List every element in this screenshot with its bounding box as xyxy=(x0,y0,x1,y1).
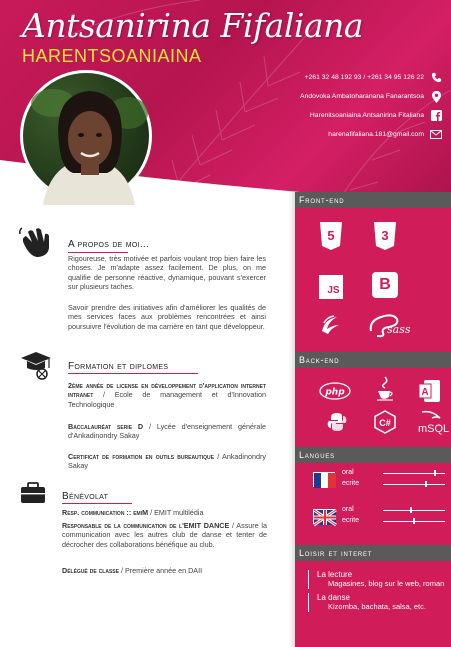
svg-text:mSQL: mSQL xyxy=(418,423,450,435)
about-paragraph-2: Savoir prendre des initiatives afin d'améliorer les qualités de mes services faces aux problèmes rencontrées et ainsi poursuivre l'évolution de ma carrière en tant que développeur. xyxy=(68,303,266,331)
french-oral-level xyxy=(434,470,436,476)
education-item-degree: Baccalauréat serie D xyxy=(68,422,144,431)
volunteer-item-role: Délégué de classe xyxy=(62,566,119,575)
english-oral-label: oral xyxy=(342,506,354,513)
education-item xyxy=(68,452,266,471)
english-written-label: ecrite xyxy=(342,517,360,524)
education-item-degree: Certificat de formation en outils bureautique xyxy=(68,452,214,461)
language-english xyxy=(313,506,447,528)
bootstrap-label: B xyxy=(379,276,391,293)
contact-phone xyxy=(143,68,443,87)
contact-list xyxy=(143,68,443,144)
location-pin-icon xyxy=(429,91,443,103)
english-oral-bar xyxy=(383,510,445,511)
education-item xyxy=(68,381,266,409)
python-icon xyxy=(326,411,348,433)
briefcase-icon xyxy=(20,482,52,512)
leisure-item-title: La lecture xyxy=(317,570,353,579)
education-item-school: / Lycée d'enseignement générale d'Ankadinondry Sakay xyxy=(68,422,266,441)
graduation-cap-icon xyxy=(20,348,52,378)
frontend-title: Front-end xyxy=(295,192,451,208)
svg-text:A: A xyxy=(421,387,429,398)
react-icon xyxy=(318,312,344,338)
about-title: A propos de moi... xyxy=(68,239,150,250)
volunteer-rule xyxy=(62,503,132,504)
address-text: Andovoka Ambatoharanana Fanarantsoa xyxy=(300,93,424,100)
education-rule xyxy=(68,373,198,374)
volunteer-title: Bénévolat xyxy=(62,491,109,502)
french-oral-label: oral xyxy=(342,469,354,476)
volunteer-item-detail: / EMIT multilédia xyxy=(148,508,204,517)
contact-email xyxy=(143,125,443,144)
javascript-icon xyxy=(319,275,343,299)
leisure-item-desc: Kizomba, bachata, salsa, etc. xyxy=(328,602,426,611)
php-label: php xyxy=(325,387,345,398)
french-flag-icon xyxy=(313,472,335,487)
facebook-text: Harenitsoaniaina Antsanirina Fitaliana xyxy=(309,112,424,119)
mysql-icon xyxy=(416,410,450,436)
phone-text: +261 32 48 192 93 / +261 34 95 126 22 xyxy=(304,74,424,81)
leisure-title: Loisir et interet xyxy=(295,545,451,561)
last-name: HARENTSOANIAINA xyxy=(22,46,202,66)
about-rule xyxy=(68,252,128,253)
csharp-icon xyxy=(372,409,398,435)
education-title: Formation et diplomes xyxy=(68,361,169,372)
csharp-label: C# xyxy=(379,418,391,428)
contact-facebook xyxy=(143,106,443,125)
profile-photo xyxy=(20,70,152,202)
css3-label: 3 xyxy=(381,228,389,243)
access-icon xyxy=(418,378,442,404)
leisure-item xyxy=(308,593,448,612)
volunteer-item-detail: / Première année en DAII xyxy=(118,566,203,575)
french-written-level xyxy=(425,481,427,487)
education-item-degree: 2ème année de license en développement d'application internet intranet xyxy=(68,381,266,400)
first-name: Antsanirina Fifaliana xyxy=(22,6,364,45)
volunteer-item xyxy=(62,521,267,549)
language-french xyxy=(313,469,447,491)
uk-flag-icon xyxy=(313,509,335,524)
english-oral-level xyxy=(410,507,412,513)
leisure-list xyxy=(308,566,448,612)
php-icon xyxy=(318,381,352,401)
html5-label: 5 xyxy=(327,228,335,243)
contact-address xyxy=(143,87,443,106)
leisure-item xyxy=(308,570,448,589)
sass-icon xyxy=(366,310,411,340)
education-item xyxy=(68,422,266,441)
html5-icon xyxy=(318,222,344,250)
volunteer-item-detail: / Assure la communication avec les autres club de danse et tenter de décrocher des collaborations bénéfique au club. xyxy=(62,521,267,549)
javascript-label: JS xyxy=(327,284,340,296)
volunteer-item xyxy=(62,566,267,575)
phone-icon xyxy=(429,72,443,84)
french-written-bar xyxy=(383,484,445,485)
bootstrap-icon xyxy=(372,272,398,298)
about-paragraph-1: Rigoureuse, très motivée et parfois voulant trop bien faire les choses. Je m'adapte assez facilement. De plus, on me qualifie de personne réactive, dynamique, pouvant s'exercer sur plusieurs taches. xyxy=(68,254,266,292)
java-icon xyxy=(374,375,396,403)
leisure-item-desc: Magasines, blog sur le web, roman xyxy=(328,579,445,588)
waving-hand-icon xyxy=(18,226,50,256)
email-text: harenafifaliana.181@gmail.com xyxy=(328,131,424,138)
languages-title: Langues xyxy=(295,447,451,463)
facebook-icon xyxy=(429,110,443,122)
leisure-item-title: La danse xyxy=(317,593,350,602)
french-written-label: ecrite xyxy=(342,480,360,487)
volunteer-item-role: Responsable de la communication de l'EMIT DANCE xyxy=(62,521,230,530)
education-item-school: / Ankadinondry Sakay xyxy=(68,452,266,471)
portrait-illustration xyxy=(23,73,155,205)
envelope-icon xyxy=(429,129,443,141)
english-written-level xyxy=(413,518,415,524)
svg-text:sass: sass xyxy=(387,323,411,336)
volunteer-item xyxy=(62,508,267,517)
education-item-school: / Ecole de management et d'Innovation Technologique xyxy=(68,390,266,409)
volunteer-item-role: Resp. communication :: emiM xyxy=(62,508,149,517)
css3-icon xyxy=(372,222,398,250)
backend-title: Back-end xyxy=(295,352,451,368)
